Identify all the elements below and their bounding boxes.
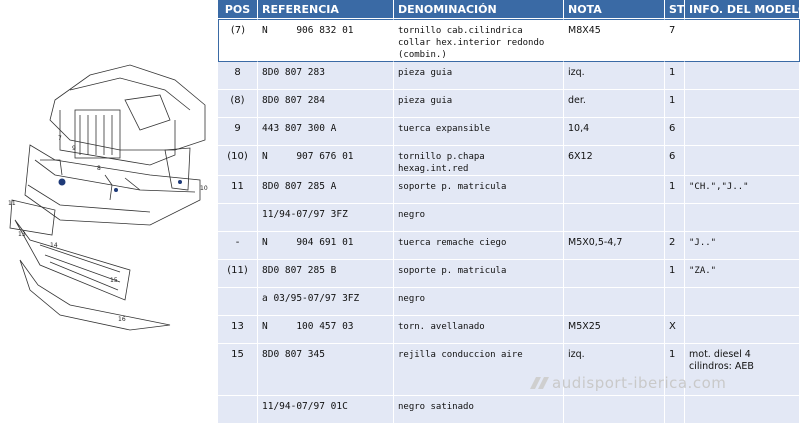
cell-nota: [564, 204, 665, 232]
cell-st: 7: [665, 19, 685, 62]
cell-nota: M8X45: [564, 19, 665, 62]
cell-info: "CH.","J..": [685, 176, 800, 204]
cell-nota: M5X0,5-4,7: [564, 232, 665, 260]
cell-referencia: N 904 691 01: [258, 232, 394, 260]
table-row[interactable]: [218, 62, 800, 90]
cell-pos: [218, 288, 258, 316]
parts-diagram: [0, 0, 218, 405]
table-row[interactable]: [218, 146, 800, 176]
table-row[interactable]: [218, 316, 800, 344]
cell-pos: (7): [218, 19, 258, 62]
col-header-nota[interactable]: NOTA: [564, 0, 665, 19]
table-row[interactable]: [218, 176, 800, 204]
table-header-row: [218, 0, 800, 19]
cell-denominacion: torn. avellanado: [394, 316, 564, 344]
cell-pos: [218, 204, 258, 232]
table-row[interactable]: [218, 396, 800, 424]
cell-info: [685, 62, 800, 90]
cell-info: "J..": [685, 232, 800, 260]
cell-pos: -: [218, 232, 258, 260]
cell-info: [685, 19, 800, 62]
cell-st: 1: [665, 90, 685, 118]
cell-nota: izq.: [564, 62, 665, 90]
table-row[interactable]: [218, 90, 800, 118]
cell-referencia: N 907 676 01: [258, 146, 394, 176]
cell-info: [685, 146, 800, 176]
cell-denominacion: negro satinado: [394, 396, 564, 424]
cell-referencia: 11/94-07/97 01C: [258, 396, 394, 424]
cell-denominacion: rejilla conduccion aire: [394, 344, 564, 396]
cell-denominacion: tuerca remache ciego: [394, 232, 564, 260]
cell-info: mot. diesel 4 cilindros: AEB: [685, 344, 800, 396]
cell-info: [685, 396, 800, 424]
cell-denominacion: tuerca expansible: [394, 118, 564, 146]
cell-st: [665, 288, 685, 316]
svg-text:13: 13: [18, 231, 26, 238]
cell-nota: [564, 260, 665, 288]
cell-referencia: 8D0 807 285 A: [258, 176, 394, 204]
col-header-referencia[interactable]: REFERENCIA: [258, 0, 394, 19]
cell-info: [685, 316, 800, 344]
cell-st: 1: [665, 176, 685, 204]
svg-text:10: 10: [200, 185, 208, 192]
cell-info: [685, 118, 800, 146]
cell-nota: [564, 176, 665, 204]
svg-text:9: 9: [72, 145, 76, 152]
cell-referencia: 443 807 300 A: [258, 118, 394, 146]
cell-st: [665, 204, 685, 232]
cell-pos: 11: [218, 176, 258, 204]
cell-referencia: a 03/95-07/97 3FZ: [258, 288, 394, 316]
cell-st: 1: [665, 260, 685, 288]
table-row[interactable]: [218, 19, 800, 62]
cell-info: [685, 288, 800, 316]
cell-denominacion: pieza guia: [394, 62, 564, 90]
col-header-info[interactable]: INFO. DEL MODELO: [685, 0, 800, 19]
cell-pos: 13: [218, 316, 258, 344]
cell-referencia: 8D0 807 284: [258, 90, 394, 118]
table-row[interactable]: [218, 288, 800, 316]
cell-st: 6: [665, 146, 685, 176]
svg-text:8: 8: [97, 165, 101, 172]
cell-referencia: 11/94-07/97 3FZ: [258, 204, 394, 232]
cell-nota: [564, 396, 665, 424]
cell-pos: 8: [218, 62, 258, 90]
cell-nota: der.: [564, 90, 665, 118]
cell-denominacion: tornillo cab.cilindrica collar hex.interior redondo (combin.): [394, 19, 564, 62]
watermark-text: audisport-iberica.com: [552, 374, 727, 392]
col-header-st[interactable]: ST: [665, 0, 685, 19]
cell-pos: [218, 396, 258, 424]
cell-denominacion: soporte p. matricula: [394, 260, 564, 288]
bumper-exploded-view: [0, 0, 218, 405]
cell-st: X: [665, 316, 685, 344]
cell-referencia: 8D0 807 283: [258, 62, 394, 90]
cell-denominacion: negro: [394, 288, 564, 316]
cell-nota: [564, 288, 665, 316]
cell-st: 1: [665, 344, 685, 396]
cell-nota: 6X12: [564, 146, 665, 176]
cell-info: [685, 204, 800, 232]
cell-st: 6: [665, 118, 685, 146]
table-row[interactable]: [218, 232, 800, 260]
col-header-pos[interactable]: POS: [218, 0, 258, 19]
cell-referencia: 8D0 807 285 B: [258, 260, 394, 288]
cell-info: [685, 90, 800, 118]
cell-denominacion: soporte p. matricula: [394, 176, 564, 204]
cell-denominacion: pieza guia: [394, 90, 564, 118]
cell-st: [665, 396, 685, 424]
svg-text:15: 15: [110, 277, 118, 284]
cell-referencia: 8D0 807 345: [258, 344, 394, 396]
cell-info: "ZA.": [685, 260, 800, 288]
cell-referencia: N 906 832 01: [258, 19, 394, 62]
table-row[interactable]: [218, 204, 800, 232]
cell-pos: (11): [218, 260, 258, 288]
cell-pos: 15: [218, 344, 258, 396]
svg-text:14: 14: [50, 242, 58, 249]
cell-st: 1: [665, 62, 685, 90]
cell-nota: 10,4: [564, 118, 665, 146]
cell-pos: 9: [218, 118, 258, 146]
cell-pos: (10): [218, 146, 258, 176]
cell-denominacion: tornillo p.chapa hexag.int.red: [394, 146, 564, 176]
table-row[interactable]: [218, 260, 800, 288]
svg-text:7: 7: [58, 135, 62, 142]
cell-nota: izq.: [564, 344, 665, 396]
cell-referencia: N 100 457 03: [258, 316, 394, 344]
parts-table-container: [218, 0, 807, 412]
cell-nota: M5X25: [564, 316, 665, 344]
col-header-denominacion[interactable]: DENOMINACIÓN: [394, 0, 564, 19]
watermark-logo-icon: [528, 377, 550, 389]
parts-table: [218, 0, 807, 424]
svg-text:11: 11: [8, 200, 16, 207]
table-row[interactable]: [218, 118, 800, 146]
svg-text:16: 16: [118, 316, 126, 323]
cell-pos: (8): [218, 90, 258, 118]
cell-denominacion: negro: [394, 204, 564, 232]
cell-st: 2: [665, 232, 685, 260]
